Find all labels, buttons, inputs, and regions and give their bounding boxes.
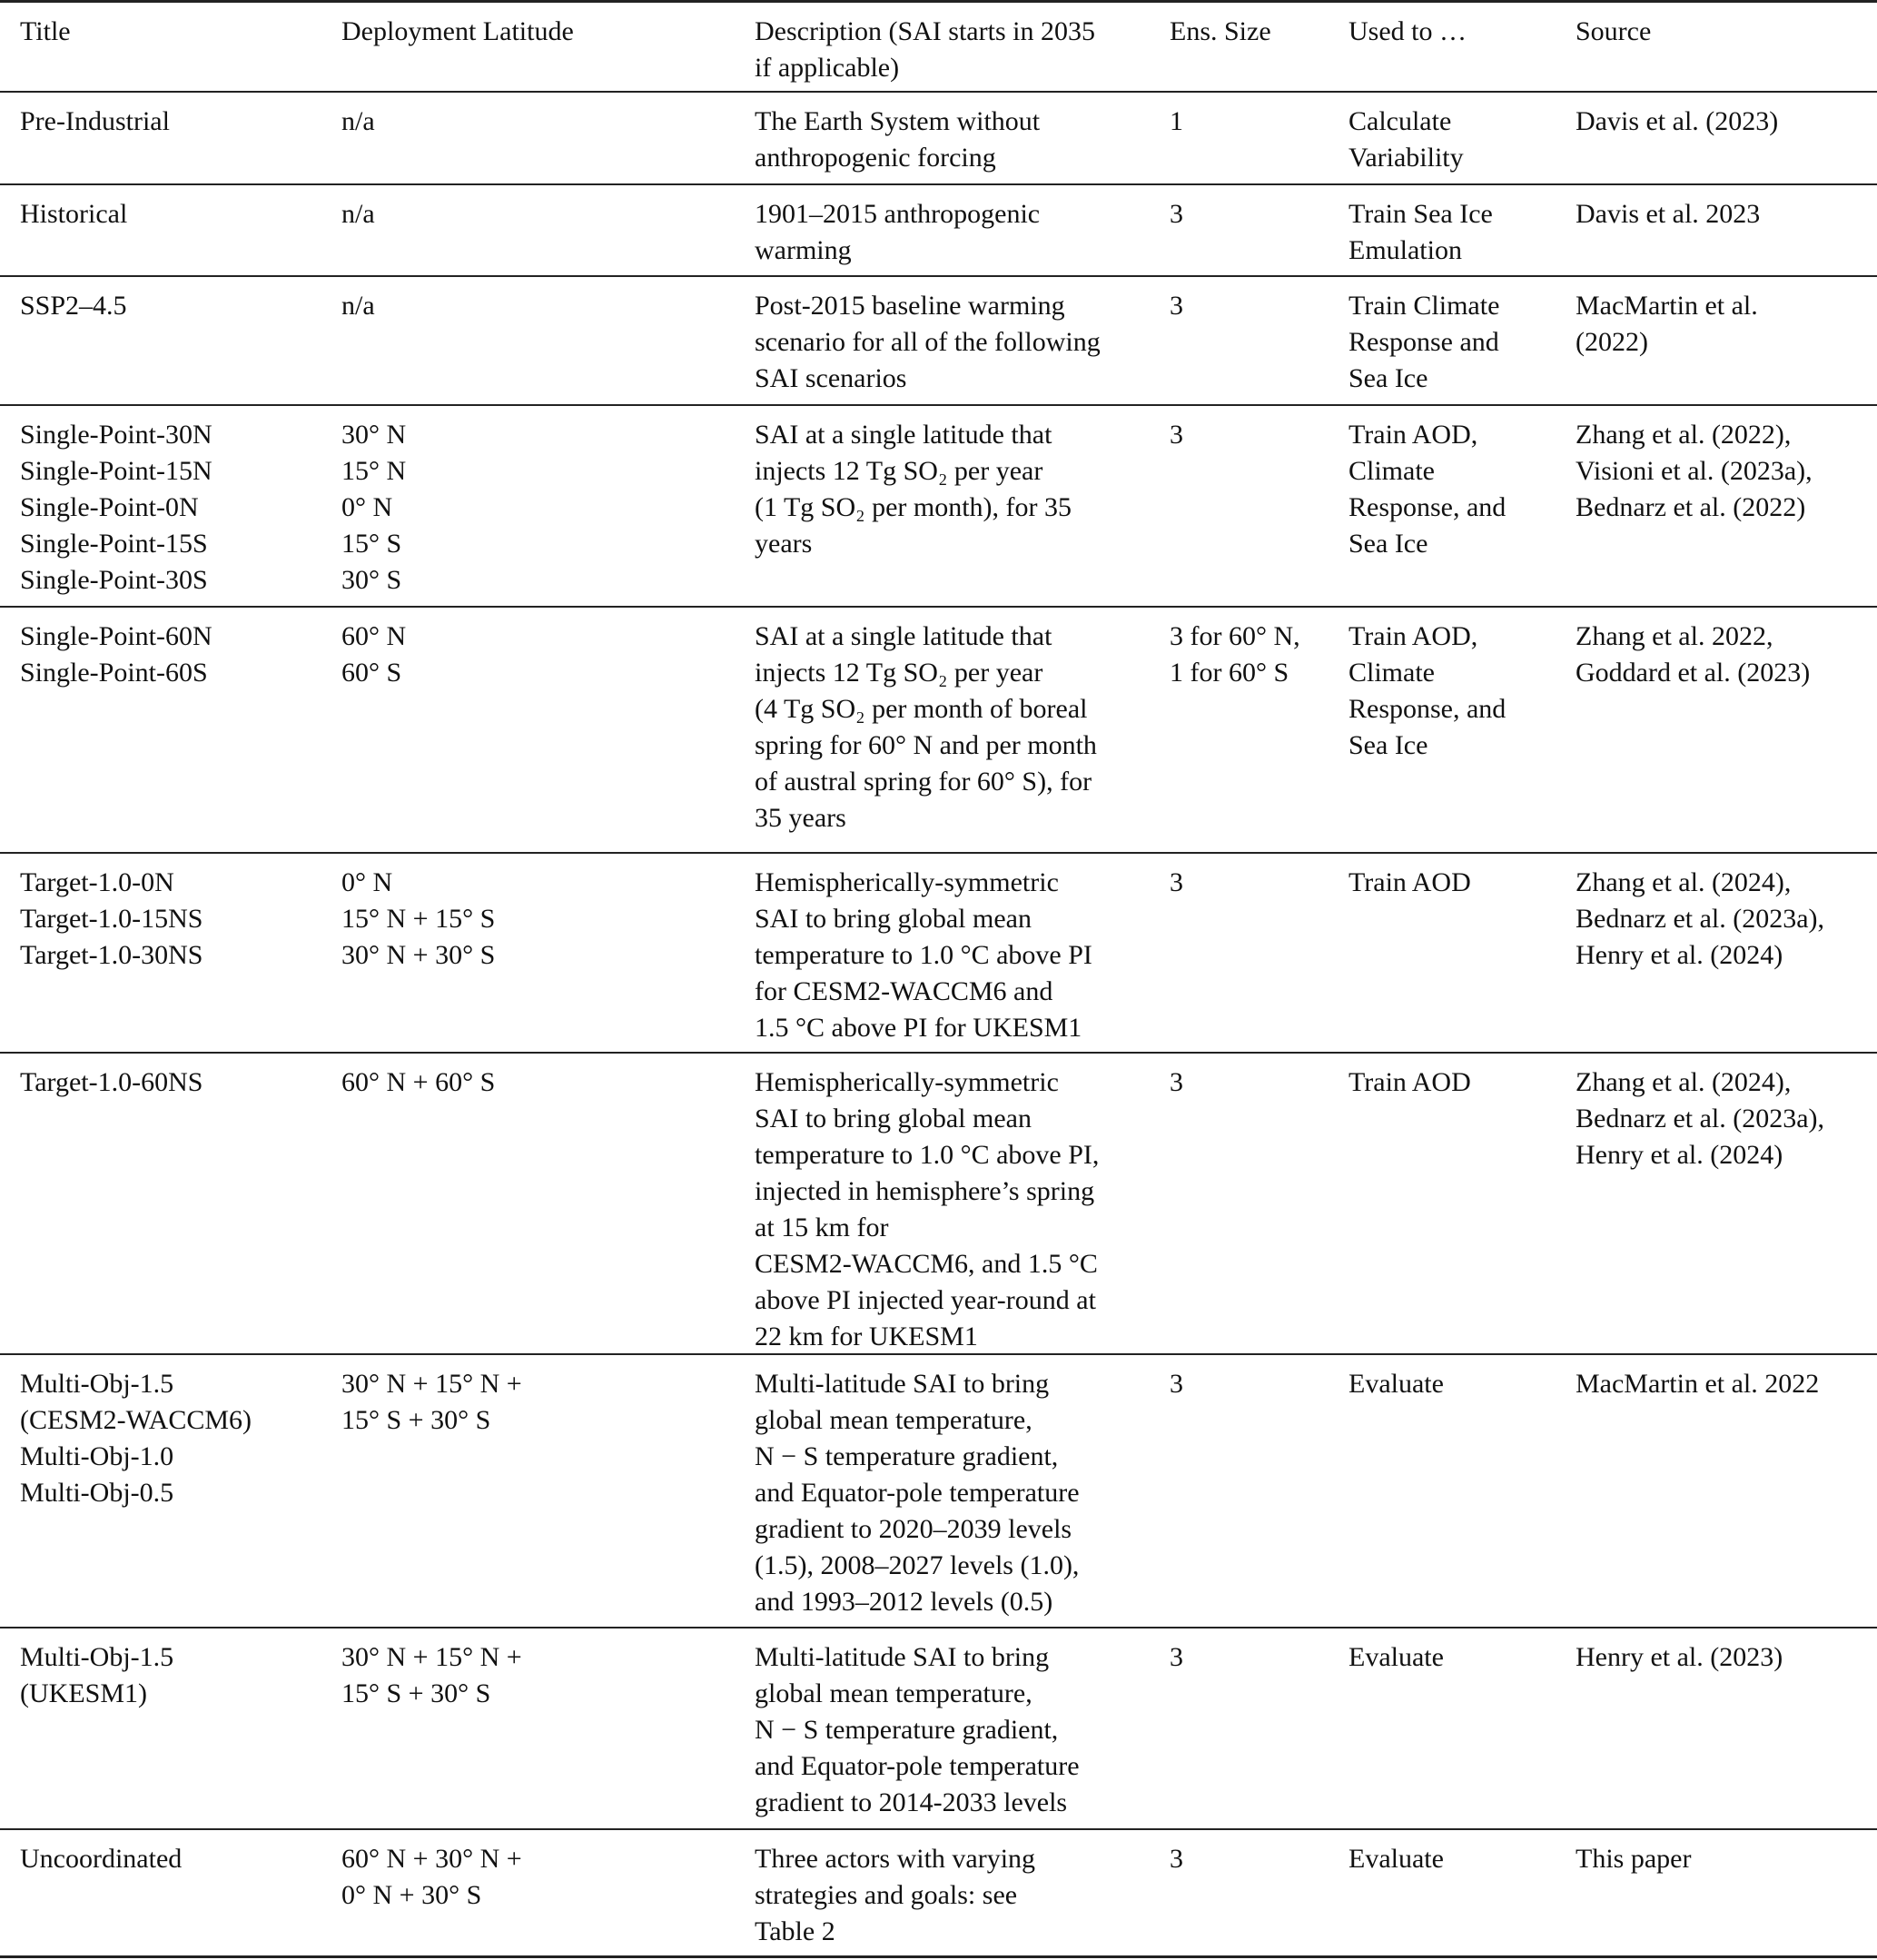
header-description: Description (SAI starts in 2035 if applicable) (755, 16, 1095, 83)
cell-source: MacMartin et al. (2022) (1576, 291, 1758, 357)
cell-used-to: Train AOD, Climate Response, and Sea Ice (1348, 420, 1507, 559)
cell-used-to: Evaluate (1348, 1642, 1444, 1672)
cell-ens-size: 3 (1170, 867, 1183, 897)
cell-used-to: Evaluate (1348, 1844, 1444, 1874)
cell-description: SAI at a single latitude that injects 12 Tg SO₂ per year (4 Tg SO₂ per month of boreal spring for 60° N and per month of austral spring for 60° S), for 35 years (755, 621, 1097, 833)
cell-title: Multi-Obj-1.5 (CESM2-WACCM6) Multi-Obj-1.0 Multi-Obj-0.5 (20, 1369, 252, 1508)
table-row (0, 93, 1877, 185)
cell-ens-size: 3 (1170, 420, 1183, 450)
cell-title: Uncoordinated (20, 1844, 183, 1874)
cell-title: Single-Point-30N Single-Point-15N Single-Point-0N Single-Point-15S Single-Point-30S (20, 420, 212, 595)
table-row (0, 1830, 1877, 1958)
table-row (0, 185, 1877, 277)
cell-title: Pre-Industrial (20, 106, 170, 136)
header-deployment-latitude: Deployment Latitude (341, 16, 574, 46)
cell-deployment-latitude: 60° N + 30° N + 0° N + 30° S (341, 1844, 522, 1910)
cell-source: Davis et al. 2023 (1576, 199, 1761, 229)
cell-used-to: Calculate Variability (1348, 106, 1464, 173)
cell-source: This paper (1576, 1844, 1692, 1874)
cell-used-to: Train AOD (1348, 867, 1471, 897)
cell-description: Hemispherically-symmetric SAI to bring global mean temperature to 1.0 °C above PI for CESM2-WACCM6 and 1.5 °C above PI for UKESM1 (755, 867, 1092, 1043)
cell-deployment-latitude: 0° N 15° N + 15° S 30° N + 30° S (341, 867, 496, 970)
cell-deployment-latitude: n/a (341, 291, 375, 321)
cell-used-to: Train AOD, Climate Response, and Sea Ice (1348, 621, 1507, 760)
cell-title: Historical (20, 199, 128, 229)
cell-title: Target-1.0-0N Target-1.0-15NS Target-1.0-30NS (20, 867, 203, 970)
cell-used-to: Train Sea Ice Emulation (1348, 199, 1493, 265)
table-row (0, 277, 1877, 406)
table-row (0, 1628, 1877, 1830)
header-source: Source (1576, 16, 1652, 46)
cell-title: Single-Point-60N Single-Point-60S (20, 621, 212, 688)
table-row (0, 608, 1877, 854)
cell-ens-size: 3 (1170, 1642, 1183, 1672)
cell-source: Davis et al. (2023) (1576, 106, 1779, 136)
cell-deployment-latitude: 60° N 60° S (341, 621, 407, 688)
cell-ens-size: 3 (1170, 1844, 1183, 1874)
cell-ens-size: 3 (1170, 1067, 1183, 1097)
cell-used-to: Train AOD (1348, 1067, 1471, 1097)
cell-ens-size: 3 (1170, 199, 1183, 229)
table-row (0, 1355, 1877, 1628)
cell-description: The Earth System without anthropogenic forcing (755, 106, 1041, 173)
cell-description: Three actors with varying strategies and goals: see Table 2 (755, 1844, 1036, 1946)
table-row (0, 854, 1877, 1054)
cell-source: Zhang et al. (2024), Bednarz et al. (2023a), Henry et al. (2024) (1576, 867, 1825, 970)
cell-deployment-latitude: n/a (341, 199, 375, 229)
cell-ens-size: 1 (1170, 106, 1183, 136)
cell-description: SAI at a single latitude that injects 12 Tg SO₂ per year (1 Tg SO₂ per month), for 35 years (755, 420, 1072, 559)
cell-source: Zhang et al. (2024), Bednarz et al. (2023a), Henry et al. (2024) (1576, 1067, 1825, 1170)
cell-description: Hemispherically-symmetric SAI to bring global mean temperature to 1.0 °C above PI, injected in hemisphere’s spring at 15 km for CESM2-WACCM6, and 1.5 °C above PI injected year-round at 22 km for UKESM1 (755, 1067, 1100, 1351)
cell-description: Multi-latitude SAI to bring global mean temperature, N − S temperature gradient, and Equator-pole temperature gradient to 2014-2033 levels (755, 1642, 1080, 1817)
cell-title: Multi-Obj-1.5 (UKESM1) (20, 1642, 174, 1708)
cell-used-to: Evaluate (1348, 1369, 1444, 1399)
cell-source: Zhang et al. (2022), Visioni et al. (2023a), Bednarz et al. (2022) (1576, 420, 1813, 522)
cell-description: Post-2015 baseline warming scenario for all of the following SAI scenarios (755, 291, 1101, 393)
header-row (0, 0, 1877, 93)
cell-title: SSP2–4.5 (20, 291, 127, 321)
cell-source: MacMartin et al. 2022 (1576, 1369, 1820, 1399)
cell-deployment-latitude: n/a (341, 106, 375, 136)
cell-deployment-latitude: 30° N + 15° N + 15° S + 30° S (341, 1642, 522, 1708)
cell-deployment-latitude: 60° N + 60° S (341, 1067, 496, 1097)
header-ens-size: Ens. Size (1170, 16, 1271, 46)
header-title: Title (20, 16, 71, 46)
cell-source: Henry et al. (2023) (1576, 1642, 1783, 1672)
table-row (0, 1054, 1877, 1355)
table-row (0, 406, 1877, 608)
cell-title: Target-1.0-60NS (20, 1067, 203, 1097)
cell-ens-size: 3 (1170, 1369, 1183, 1399)
cell-source: Zhang et al. 2022, Goddard et al. (2023) (1576, 621, 1811, 688)
cell-ens-size: 3 (1170, 291, 1183, 321)
cell-ens-size: 3 for 60° N, 1 for 60° S (1170, 621, 1300, 688)
cell-deployment-latitude: 30° N 15° N 0° N 15° S 30° S (341, 420, 407, 595)
cell-description: Multi-latitude SAI to bring global mean temperature, N − S temperature gradient, and Equator-pole temperature gradient to 2020–2039 levels (1.5), 2008–2027 levels (1.0), and 1993–2012 levels (0.5) (755, 1369, 1080, 1617)
cell-deployment-latitude: 30° N + 15° N + 15° S + 30° S (341, 1369, 522, 1435)
cell-description: 1901–2015 anthropogenic warming (755, 199, 1041, 265)
cell-used-to: Train Climate Response and Sea Ice (1348, 291, 1500, 393)
header-used-to: Used to … (1348, 16, 1467, 46)
